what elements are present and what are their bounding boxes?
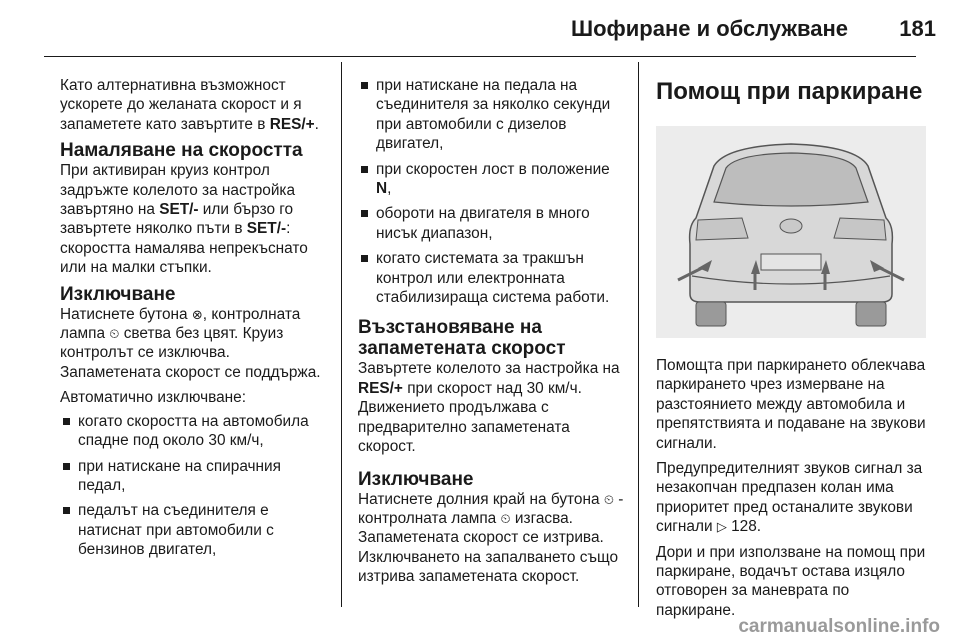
list-item: при натискане на педала на съединителя за няколко секунди при автомобили с дизелов двигател, (358, 76, 628, 154)
bullet-icon (361, 210, 368, 217)
paragraph: Помощта при паркирането облекчава паркирането чрез измерване на разстоянието между автомобила и препятствията и подаване на звукови сигнали. (656, 357, 926, 452)
cruise-lamp-icon: ⏲ (109, 326, 120, 342)
heading-reduce-speed: Намаляване на скоростта (60, 140, 303, 162)
cruise-lamp-icon: ⏲ (603, 491, 614, 507)
car-rear-illustration (656, 126, 926, 338)
paragraph: Завъртете колелото за настройка на RES/+ при скорост над 30 км/ч. Движението продължава с предварително запаметената скорост. (358, 360, 620, 456)
list-item: педалът на съединителя е натиснат при автомобили с бензинов двигател, (60, 501, 332, 559)
column-right (656, 78, 926, 626)
section-title: Шофиране и обслужване (570, 16, 848, 41)
list-item: обороти на двигателя в много нисък диапазон, (358, 204, 628, 243)
paragraph: Натиснете бутона ⊗, контролната лампа ⏲ светва без цвят. Круиз контролът се изключва. Запаметената скорост се поддържа. (60, 305, 321, 381)
heading-restore-speed: Възстановяване на запаметената скорост (358, 317, 566, 360)
column-left (60, 76, 332, 566)
header-divider (44, 56, 916, 57)
bullet-list (358, 76, 628, 307)
cruise-lamp-icon: ⏲ (500, 510, 511, 526)
bullet-icon (63, 463, 70, 470)
bullet-icon (63, 418, 70, 425)
paragraph: Предупредителният звуков сигнал за незакопчан предпазен колан има приоритет пред останалите звукови сигнали ▷ 128. (656, 460, 923, 536)
paragraph: Дори и при използване на помощ при паркиране, водачът остава изцяло отговорен за маневрата по паркиране. (656, 543, 926, 619)
bullet-icon (63, 507, 70, 514)
column-divider (638, 62, 639, 607)
watermark: carmanualsonline.info (738, 616, 940, 637)
paragraph: Натиснете долния край на бутона ⏲ - контролната лампа ⏲ изгасва. Запаметената скорост се изтрива. Изключването на запалването също изтрива запаметената скорост. (358, 490, 624, 586)
bullet-icon (361, 82, 368, 89)
page-number: 181 (899, 16, 936, 41)
paragraph: Като алтернативна възможност ускорете до желаната скорост и я запаметете като завъртите в RES/+. (60, 77, 319, 133)
page-reference[interactable]: 128 (731, 518, 757, 536)
list-item: когато скоростта на автомобила спадне под около 30 км/ч, (60, 412, 332, 451)
heading-parking-assist: Помощ при паркиране (656, 78, 923, 105)
paragraph: При активиран круиз контрол задръжте колелото за настройка завъртяно на SET/- или бързо го завъртете няколко пъти в SET/-: скоростта намалява непрекъснато или на малки стъпки. (60, 162, 308, 277)
heading-deactivation: Изключване (358, 468, 474, 490)
car-rear-icon (656, 126, 926, 338)
cancel-button-icon: ⊗ (191, 306, 203, 322)
paragraph: Автоматично изключване: (60, 389, 247, 407)
bullet-list (60, 412, 332, 560)
list-item: при натискане на спирачния педал, (60, 457, 332, 496)
bullet-icon (361, 166, 368, 173)
page-header (0, 0, 960, 58)
column-middle (358, 76, 628, 593)
bullet-icon (361, 255, 368, 262)
list-item: при скоростен лост в положение N, (358, 160, 628, 199)
column-divider (341, 62, 342, 607)
list-item: когато системата за тракшън контрол или електронната стабилизираща система работи. (358, 249, 628, 307)
heading-deactivation: Изключване (60, 283, 176, 305)
reference-arrow-icon: ▷ (716, 519, 727, 535)
